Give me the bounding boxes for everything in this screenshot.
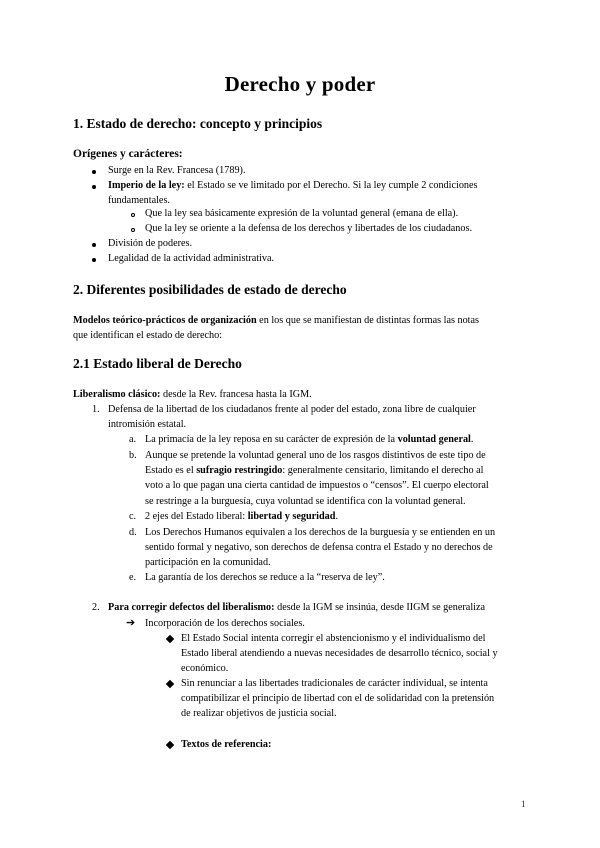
emphasis: Para corregir defectos del liberalismo: bbox=[108, 602, 275, 613]
section-1-heading: 1. Estado de derecho: concepto y principios bbox=[73, 116, 323, 131]
list-item: Aunque se pretende la voluntad general uno de los rasgos distintivos de este tipo de bbox=[145, 450, 486, 461]
bullet-circle-icon bbox=[131, 213, 135, 217]
list-letter: a. bbox=[129, 434, 137, 445]
list-item bbox=[145, 509, 338, 525]
list-item-continuation: económico. bbox=[181, 663, 229, 674]
paragraph bbox=[73, 313, 479, 329]
emphasis: libertad y seguridad bbox=[247, 511, 336, 522]
list-item-text: La primacía de la ley reposa en su carácter de expresión de la bbox=[145, 434, 398, 445]
emphasis: Liberalismo clásico: bbox=[73, 389, 161, 400]
bullet-dot-icon bbox=[92, 258, 96, 262]
list-item-text: el Estado se ve limitado por el Derecho. Si la ley cumple 2 condiciones bbox=[184, 180, 478, 191]
diamond-bullet-icon bbox=[166, 635, 174, 643]
list-item: División de poderes. bbox=[108, 238, 193, 249]
diamond-bullet-icon bbox=[166, 680, 174, 688]
section-2-heading: 2. Diferentes posibilidades de estado de derecho bbox=[73, 282, 347, 297]
list-item: Incorporación de los derechos sociales. bbox=[145, 618, 305, 629]
list-item-continuation: participación en la comunidad. bbox=[145, 557, 271, 568]
arrow-right-icon: ➔ bbox=[126, 617, 136, 629]
list-item-text: : generalmente censitario, limitando el derecho al bbox=[282, 465, 484, 476]
list-item-continuation: compatibilizar el principio de libertad con el de solidaridad con la pretensión bbox=[181, 693, 495, 704]
list-item: Que la ley sea básicamente expresión de la voluntad general (emana de ella). bbox=[145, 208, 459, 219]
list-item-continuation: Estado liberal atendiendo a nuevas necesidades de desarrollo técnico, social y bbox=[181, 648, 498, 659]
emphasis: Modelos teórico-prácticos de organización bbox=[73, 315, 257, 326]
list-item: Defensa de la libertad de los ciudadanos frente al poder del estado, zona libre de cualquier bbox=[108, 404, 476, 415]
paragraph-continuation: que identifican el estado de derecho: bbox=[73, 330, 223, 341]
list-item-continuation: voto a lo que pagan una cierta cantidad de impuestos o “censos”. El cuerpo electoral bbox=[145, 480, 489, 491]
document-title: Derecho y poder bbox=[224, 72, 376, 96]
list-item: Surge en la Rev. Francesa (1789). bbox=[108, 165, 246, 176]
emphasis: sufragio restringido bbox=[196, 465, 283, 476]
list-item: Sin renunciar a las libertades tradicionales de carácter individual, se intenta bbox=[181, 678, 488, 689]
bullet-dot-icon bbox=[92, 170, 96, 174]
diamond-bullet-icon bbox=[166, 741, 174, 749]
list-item-continuation: fundamentales. bbox=[108, 195, 170, 206]
paragraph-text: en los que se manifiestan de distintas formas las notas bbox=[256, 315, 480, 326]
emphasis: Textos de referencia: bbox=[181, 739, 272, 750]
punctuation: . bbox=[335, 511, 338, 522]
paragraph bbox=[73, 387, 312, 403]
list-letter: e. bbox=[129, 572, 137, 583]
bullet-circle-icon bbox=[131, 228, 135, 232]
list-item-continuation: sentido formal y negativo, son derechos de defensa contra el Estado y no derechos de bbox=[145, 542, 493, 553]
bullet-dot-icon bbox=[92, 243, 96, 247]
list-number: 2. bbox=[92, 602, 100, 613]
list-item-continuation: se restringe a la burguesía, cuya voluntad se identifica con la voluntad general. bbox=[145, 496, 466, 507]
section-2-1-heading: 2.1 Estado liberal de Derecho bbox=[73, 356, 242, 371]
list-item: La garantía de los derechos se reduce a la “reserva de ley”. bbox=[145, 572, 385, 583]
list-item-text: Estado es el bbox=[145, 465, 197, 476]
list-letter: d. bbox=[129, 527, 137, 538]
punctuation: . bbox=[470, 434, 474, 445]
emphasis: voluntad general bbox=[397, 434, 471, 445]
list-item-continuation: intromisión estatal. bbox=[108, 419, 187, 430]
emphasis: Imperio de la ley: bbox=[108, 180, 185, 191]
list-item: Legalidad de la actividad administrativa. bbox=[108, 253, 275, 264]
paragraph-text: desde la Rev. francesa hasta la IGM. bbox=[160, 389, 312, 400]
bullet-dot-icon bbox=[92, 185, 96, 189]
list-item-continuation: de realizar objetivos de justicia social. bbox=[181, 708, 337, 719]
origins-subheading: Orígenes y carácteres: bbox=[73, 148, 183, 160]
list-item-text: 2 ejes del Estado liberal: bbox=[145, 511, 248, 522]
list-item: El Estado Social intenta corregir el abstencionismo y el individualismo del bbox=[181, 633, 486, 644]
list-item-text: desde la IGM se insinúa, desde IIGM se generaliza bbox=[274, 602, 486, 613]
list-letter: c. bbox=[129, 511, 137, 522]
list-item bbox=[108, 178, 478, 194]
list-item-continuation bbox=[145, 463, 483, 479]
list-item bbox=[145, 432, 473, 448]
list-item: Que la ley se oriente a la defensa de los derechos y libertades de los ciudadanos. bbox=[145, 223, 473, 234]
page-number: 1 bbox=[521, 800, 526, 810]
list-item bbox=[181, 737, 271, 753]
list-item bbox=[108, 600, 485, 616]
list-letter: b. bbox=[129, 450, 137, 461]
list-item: Los Derechos Humanos equivalen a los derechos de la burguesía y se entienden en un bbox=[145, 527, 496, 538]
list-number: 1. bbox=[92, 404, 100, 415]
